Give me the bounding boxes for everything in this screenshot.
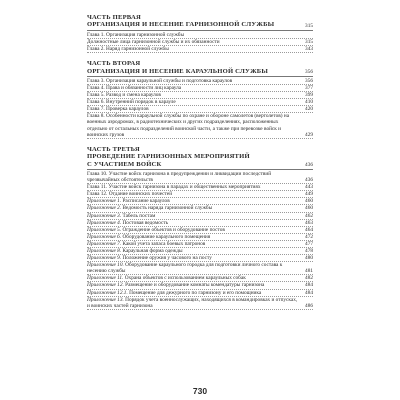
entry-page-number: 399 [305, 92, 313, 99]
entry-page-number: 478 [305, 248, 313, 254]
entry-text: Оборудование караульного городка для подготовки личного состава к несению службы [87, 262, 283, 275]
entry-page-number: 343 [305, 46, 313, 52]
toc-entry[interactable] [87, 248, 313, 255]
toc-entry[interactable] [87, 220, 313, 227]
entry-page-number: 482 [305, 275, 313, 282]
entry-title [87, 46, 299, 52]
part-title: ОРГАНИЗАЦИЯ И НЕСЕНИЕ КАРАУЛЬНОЙ СЛУЖБЫ [87, 67, 269, 75]
entry-prefix: Приложение 1. [87, 198, 122, 205]
part-title-row [87, 153, 313, 170]
entry-text: Глава 6. Внутренний порядок в карауле [87, 99, 176, 106]
toc-entry[interactable] [87, 234, 313, 241]
entry-title [87, 227, 299, 233]
entry-title [87, 113, 299, 137]
entry-title [87, 234, 299, 240]
entry-text: Порядок учета военнослужащих, находящихся в командировках и отпусках, и воинских частей гарнизона [87, 296, 298, 309]
entry-title [87, 290, 299, 296]
entry-text: Постовая ведомость [121, 219, 169, 226]
entry-title [87, 39, 299, 45]
entry-prefix: Приложение 12. [87, 282, 124, 289]
entry-title [87, 99, 299, 105]
entry-page-number: 420 [305, 106, 313, 113]
entry-page-number: 315 [305, 38, 313, 45]
toc-entry[interactable] [87, 113, 313, 138]
entry-text: Размещение и оборудование комнаты комендатуры гарнизона [123, 282, 265, 289]
part-page-number: 315 [305, 22, 313, 29]
toc-entry[interactable] [87, 78, 313, 85]
entry-title [87, 255, 299, 261]
toc-entry[interactable] [87, 39, 313, 46]
entry-page-number: 449 [305, 191, 313, 198]
toc-entry[interactable] [87, 171, 313, 184]
part-label: ЧАСТЬ ПЕРВАЯ [87, 14, 141, 21]
toc-entry[interactable] [87, 213, 313, 220]
toc-entry[interactable] [87, 282, 313, 289]
entry-title [87, 106, 299, 112]
entry-text: Глава 12. Отдание воинских почестей [87, 191, 173, 198]
entry-page-number: 460 [305, 205, 313, 212]
entry-prefix: Приложение 5. [87, 226, 122, 233]
entry-page-number: 429 [305, 131, 313, 138]
entry-prefix: Приложение 13. [87, 296, 124, 303]
toc-entry[interactable] [87, 297, 313, 310]
entry-prefix: Приложение 12.1. [87, 289, 128, 296]
entry-text: Какой учета запаса боевых патронов [121, 240, 206, 247]
part-title-row [87, 21, 313, 30]
entry-title [87, 85, 299, 91]
entry-text: Ведомость наряда гарнизонной службы [121, 205, 213, 212]
entry-page-number: 464 [305, 226, 313, 233]
entry-page-number: 436 [305, 177, 313, 184]
toc-part [87, 146, 313, 310]
toc-part [87, 14, 313, 53]
toc-entry[interactable] [87, 99, 313, 106]
toc-entry[interactable] [87, 262, 313, 275]
entry-text: Караульная форма одежды [121, 248, 183, 254]
entry-prefix: Приложение 11. [87, 275, 124, 282]
entry-prefix: Приложение 10. [87, 262, 124, 269]
entry-page-number: 484 [305, 282, 313, 289]
entry-page-number: 377 [305, 85, 313, 91]
entry-prefix: Приложение 6. [87, 233, 122, 240]
toc-part [87, 60, 313, 139]
entry-title [87, 191, 299, 197]
entry-page-number: 477 [305, 240, 313, 247]
entry-title [87, 198, 299, 204]
part-title: С УЧАСТИЕМ ВОЙСК [87, 160, 162, 168]
entry-title [87, 171, 299, 183]
part-title-row [87, 68, 313, 77]
entry-page-number: 356 [305, 77, 313, 84]
part-title: ПРОВЕДЕНИЕ ГАРНИЗОННЫХ МЕРОПРИЯТИЙ [87, 153, 250, 161]
entry-title [87, 297, 299, 309]
entry-prefix: Приложение 4. [87, 219, 122, 226]
entry-prefix: Приложение 7. [87, 240, 122, 247]
part-title: ОРГАНИЗАЦИЯ И НЕСЕНИЕ ГАРНИЗОННОЙ СЛУЖБЫ [87, 21, 275, 29]
entry-text: Табель постам [121, 212, 156, 219]
entry-title [87, 275, 299, 281]
entry-text: Глава 11. Участие войск гарнизона в парадах и общественных мероприятиях [87, 184, 261, 191]
entry-text: Глава 3. Организация караульной службы и подготовка караулов [87, 77, 233, 84]
entry-text: Охрана объектов с использованием караульных собак [123, 275, 246, 282]
entry-title [87, 220, 299, 226]
part-page-number: 436 [305, 161, 313, 168]
entry-title [87, 78, 299, 84]
page-number: 730 [192, 386, 208, 396]
entry-title [87, 213, 299, 219]
part-label: ЧАСТЬ ВТОРАЯ [87, 60, 141, 68]
entry-title [87, 248, 299, 254]
entry-title [87, 282, 299, 288]
toc-entry[interactable] [87, 227, 313, 234]
entry-text: Должностные лица гарнизонной службы и их обязанности [87, 38, 220, 45]
entry-page-number: 486 [305, 302, 313, 309]
part-label: ЧАСТЬ ТРЕТЬЯ [87, 145, 140, 153]
entry-prefix: Приложение 2. [87, 205, 122, 212]
table-of-contents [87, 14, 313, 317]
entry-text: Помещение для дежурного по гарнизону и его помощника [127, 289, 262, 296]
entry-prefix: Приложение 3. [87, 212, 122, 219]
entry-page-number: 410 [305, 99, 313, 106]
entry-text: Ограждение объектов и оборудование постов [121, 226, 225, 233]
entry-text: Глава 8. Особенности караульной службы по охране и обороне самолетов (вертолетов) на военных аэродромах, в радиотехнических и других подразделениях, расположенных отдельно от остальных подразделений воинской части, а также при перевозке войск и воинских грузов [87, 113, 290, 138]
toc-entry[interactable] [87, 241, 313, 248]
entry-text: Оборудование караульного помещения [121, 233, 211, 240]
entry-text: Глава 10. Участие войск гарнизона в предупреждении и ликвидации последствий чрезвычайных обстоятельств [87, 170, 272, 184]
toc-entry[interactable] [87, 205, 313, 212]
toc-entry[interactable] [87, 290, 313, 297]
toc-entry[interactable] [87, 85, 313, 92]
entry-page-number: 472 [305, 233, 313, 240]
entry-title [87, 205, 299, 211]
toc-entry[interactable] [87, 46, 313, 53]
entry-text: Глава 1. Организация гарнизонной службы [87, 31, 185, 38]
entry-title [87, 262, 299, 274]
entry-text: Положение оружия у часового на посту [121, 255, 212, 262]
entry-text: Расписание караулов [121, 198, 170, 205]
entry-title [87, 92, 299, 98]
entry-page-number: 484 [305, 289, 313, 296]
part-page-number: 356 [305, 68, 313, 75]
entry-text: Глава 2. Наряд гарнизонной службы [87, 46, 169, 52]
entry-title [87, 184, 299, 190]
entry-title [87, 241, 299, 247]
entry-text: Глава 5. Развод и смена караулов [87, 92, 161, 99]
entry-page-number: 463 [305, 219, 313, 226]
toc-entry[interactable] [87, 32, 313, 39]
entry-prefix: Приложение 9. [87, 255, 122, 262]
toc-entry[interactable] [87, 191, 313, 198]
entry-prefix: Приложение 8. [87, 248, 122, 254]
entry-text: Глава 7. Проверка караулов [87, 106, 149, 113]
entry-page-number: 460 [305, 198, 313, 205]
entry-page-number: 480 [305, 255, 313, 262]
entry-page-number: 443 [305, 184, 313, 191]
entry-page-number: 481 [305, 268, 313, 275]
entry-title [87, 32, 299, 38]
entry-text: Глава 4. Права и обязанности лиц караула [87, 85, 182, 91]
entry-page-number: 462 [305, 212, 313, 219]
